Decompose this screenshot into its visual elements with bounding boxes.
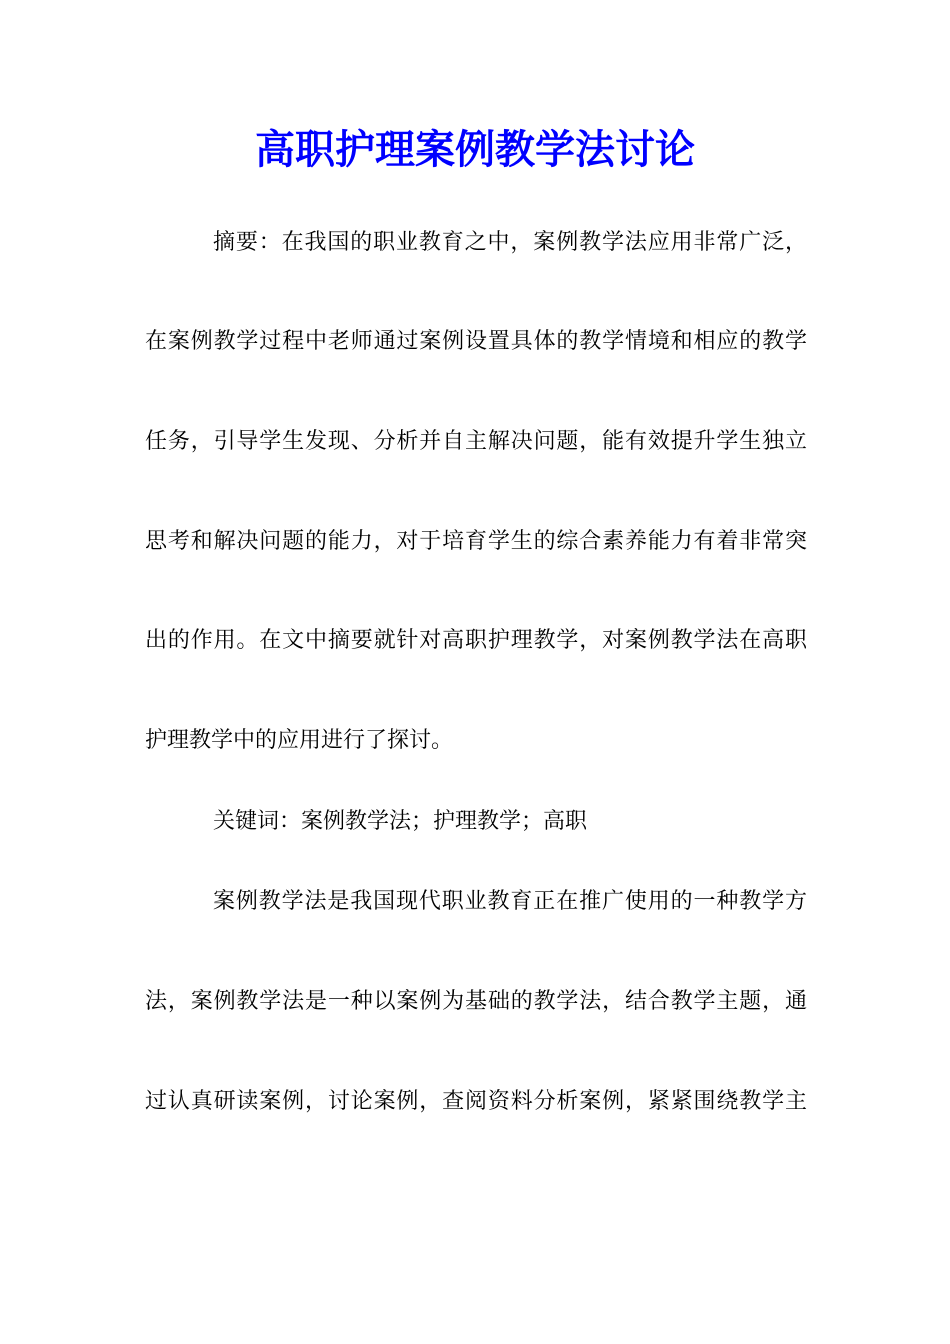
abstract-line-2: 在案例教学过程中老师通过案例设置具体的教学情境和相应的教学 xyxy=(145,329,807,354)
abstract-line-6: 护理教学中的应用进行了探讨。 xyxy=(145,728,454,753)
abstract-line-1: 摘要：在我国的职业教育之中，案例教学法应用非常广泛， xyxy=(213,230,807,255)
body-line-3: 过认真研读案例，讨论案例，查阅资料分析案例，紧紧围绕教学主 xyxy=(145,1089,807,1114)
abstract-line-5: 出的作用。在文中摘要就针对高职护理教学，对案例教学法在高职 xyxy=(145,628,807,653)
body-line-1: 案例教学法是我国现代职业教育正在推广使用的一种教学方 xyxy=(213,889,807,914)
document-title: 高职护理案例教学法讨论 xyxy=(255,126,695,173)
abstract-line-4: 思考和解决问题的能力，对于培育学生的综合素养能力有着非常突 xyxy=(145,529,807,554)
body-line-2: 法，案例教学法是一种以案例为基础的教学法，结合教学主题，通 xyxy=(145,989,807,1014)
abstract-line-3: 任务，引导学生发现、分析并自主解决问题，能有效提升学生独立 xyxy=(145,429,807,454)
keywords-line: 关键词：案例教学法；护理教学；高职 xyxy=(213,809,588,834)
